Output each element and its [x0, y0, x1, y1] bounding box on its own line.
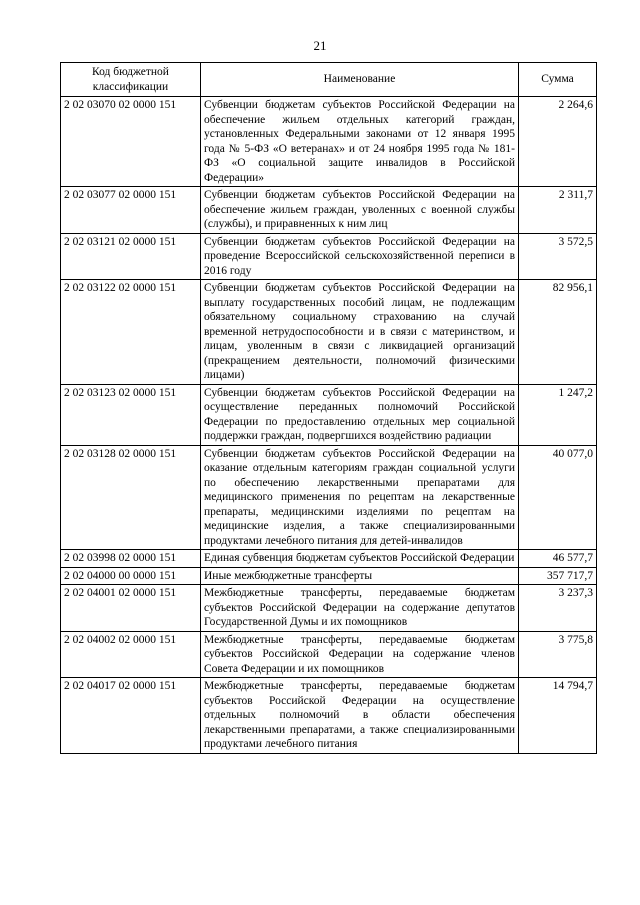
row-name: Субвенции бюджетам субъектов Российской Федерации на обеспечение жильем граждан, уволенных с военной службы (службы), и приравненных к ним лиц: [201, 187, 519, 234]
row-sum: 14 794,7: [519, 678, 597, 754]
table-row: [61, 445, 597, 550]
row-name: Субвенции бюджетам субъектов Российской Федерации на выплату государственных пособий лицам, не подлежащим обязательному социальному страхованию на случай временной нетрудоспособности и в связи с материнством, и лицам, уволенным в связи с ликвидацией организаций (прекращением деятельности, полномочий физическими лицами): [201, 280, 519, 385]
header-sum: Сумма: [519, 63, 597, 97]
table-row: [61, 384, 597, 445]
budget-table: [60, 62, 597, 754]
row-code: 2 02 03070 02 0000 151: [61, 97, 201, 187]
row-name: Иные межбюджетные трансферты: [201, 567, 519, 585]
page-number: 21: [313, 38, 327, 53]
row-sum: 46 577,7: [519, 550, 597, 568]
table-row: [61, 567, 597, 585]
table-row: [61, 97, 597, 187]
row-code: 2 02 03122 02 0000 151: [61, 280, 201, 385]
table-row: [61, 631, 597, 678]
row-sum: 2 264,6: [519, 97, 597, 187]
row-sum: 3 775,8: [519, 631, 597, 678]
row-name: Субвенции бюджетам субъектов Российской Федерации на осуществление переданных полномочий Российской Федерации по предоставлению отдельных мер социальной поддержки граждан, подвергшихся воздействию радиации: [201, 384, 519, 445]
row-name: Межбюджетные трансферты, передаваемые бюджетам субъектов Российской Федерации на осуществление отдельных полномочий в области обеспечения лекарственными препаратами, а также специализированными продуктами лечебного питания: [201, 678, 519, 754]
row-code: 2 02 04017 02 0000 151: [61, 678, 201, 754]
row-name: Межбюджетные трансферты, передаваемые бюджетам субъектов Российской Федерации на содержание членов Совета Федерации и их помощников: [201, 631, 519, 678]
table-row: [61, 678, 597, 754]
row-name: Межбюджетные трансферты, передаваемые бюджетам субъектов Российской Федерации на содержание депутатов Государственной Думы и их помощников: [201, 585, 519, 632]
row-name: Субвенции бюджетам субъектов Российской Федерации на оказание отдельным категориям граждан социальной услуги по обеспечению лекарственными препаратами для медицинского применения по рецептам на лекарственные препараты, медицинскими изделиями по рецептам на медицинские изделия, а также специализированными продуктами лечебного питания для детей-инвалидов: [201, 445, 519, 550]
row-sum: 357 717,7: [519, 567, 597, 585]
table-row: [61, 187, 597, 234]
row-sum: 40 077,0: [519, 445, 597, 550]
header-code: Код бюджетной классификации: [61, 63, 201, 97]
row-code: 2 02 03128 02 0000 151: [61, 445, 201, 550]
table-row: [61, 233, 597, 280]
row-name: Субвенции бюджетам субъектов Российской Федерации на обеспечение жильем отдельных категорий граждан, установленных Федеральными законами от 12 января 1995 года № 5-ФЗ «О ветеранах» и от 24 ноября 1995 года № 181-ФЗ «О социальной защите инвалидов в Российской Федерации»: [201, 97, 519, 187]
row-code: 2 02 04002 02 0000 151: [61, 631, 201, 678]
table-header-row: [61, 63, 597, 97]
row-code: 2 02 03998 02 0000 151: [61, 550, 201, 568]
row-name: Субвенции бюджетам субъектов Российской Федерации на проведение Всероссийской сельскохозяйственной переписи в 2016 году: [201, 233, 519, 280]
row-sum: 3 237,3: [519, 585, 597, 632]
row-sum: 1 247,2: [519, 384, 597, 445]
row-sum: 3 572,5: [519, 233, 597, 280]
row-code: 2 02 03123 02 0000 151: [61, 384, 201, 445]
row-code: 2 02 04000 00 0000 151: [61, 567, 201, 585]
row-code: 2 02 03077 02 0000 151: [61, 187, 201, 234]
row-sum: 2 311,7: [519, 187, 597, 234]
row-code: 2 02 03121 02 0000 151: [61, 233, 201, 280]
table-row: [61, 550, 597, 568]
header-name: Наименование: [201, 63, 519, 97]
row-sum: 82 956,1: [519, 280, 597, 385]
table-row: [61, 280, 597, 385]
row-name: Единая субвенция бюджетам субъектов Российской Федерации: [201, 550, 519, 568]
table-row: [61, 585, 597, 632]
row-code: 2 02 04001 02 0000 151: [61, 585, 201, 632]
